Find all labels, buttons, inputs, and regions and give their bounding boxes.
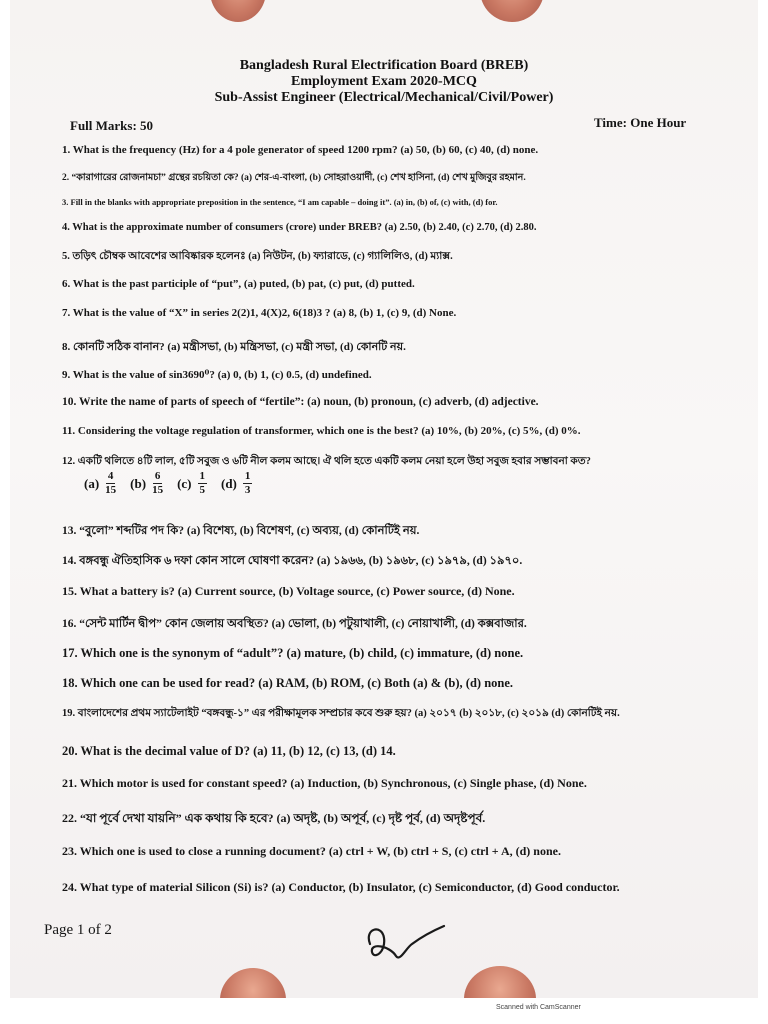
q12-option-a (84, 470, 116, 497)
header-line-1: Bangladesh Rural Electrification Board (BREB) (239, 58, 529, 73)
question-6: 6. What is the past participle of “put”, (a) puted, (b) pat, (c) put, (d) putted. (62, 278, 415, 290)
full-marks: Full Marks: 50 (70, 118, 154, 133)
exam-time: Time: One Hour (594, 115, 687, 130)
q12-option-c-denominator: 5 (199, 484, 205, 496)
question-12: 12. একটি থলিতে ৪টি লাল, ৫টি সবুজ ও ৬টি নীল কলম আছে। ঐ থলি হতে একটি কলম নেয়া হলে উহা সবুজ হবার সম্ভাবনা কত? (62, 456, 591, 467)
question-8: 8. কোনটি সঠিক বানান? (a) মন্ত্রীসভা, (b) মন্ত্রিসভা, (c) মন্ত্রী সভা, (d) কোনটি নয়. (62, 341, 406, 353)
finger-bottom-right (464, 966, 536, 998)
question-17: 17. Which one is the synonym of “adult”? (a) mature, (b) child, (c) immature, (d) none. (62, 646, 524, 660)
question-2: 2. “কারাগারের রোজনামচা” গ্রন্থের রচয়িতা কে? (a) শের-এ-বাংলা, (b) সোহরাওয়ার্দী, (c) শেখ হাসিনা, (d) শেখ মুজিবুর রহমান. (62, 173, 526, 183)
q12-option-b-numerator: 6 (154, 470, 161, 482)
q12-option-d (221, 470, 252, 497)
question-21: 21. Which motor is used for constant speed? (a) Induction, (b) Synchronous, (c) Single phase, (d) None. (62, 776, 587, 790)
question-15: 15. What a battery is? (a) Current source, (b) Voltage source, (c) Power source, (d) None. (62, 584, 515, 598)
question-14: 14. বঙ্গবন্ধু ঐতিহাসিক ৬ দফা কোন সালে ঘোষণা করেন? (a) ১৯৬৬, (b) ১৯৬৮, (c) ১৯৭৯, (d) ১৯৭০. (62, 555, 523, 567)
q12-option-c-label: (c) (177, 475, 192, 491)
question-11: 11. Considering the voltage regulation of transformer, which one is the best? (a) 10%, (b) 20%, (c) 5%, (d) 0%. (62, 425, 581, 437)
q12-option-a-fraction (105, 470, 116, 497)
exam-paper (10, 0, 758, 998)
finger-bottom-left (220, 968, 286, 998)
header-line-2: Employment Exam 2020-MCQ (291, 74, 477, 89)
q12-option-b-label: (b) (130, 475, 147, 491)
q12-option-b-fraction (152, 470, 163, 497)
question-7: 7. What is the value of “X” in series 2(2)1, 4(X)2, 6(18)3 ? (a) 8, (b) 1, (c) 9, (d) None. (62, 307, 457, 319)
q12-option-b (130, 470, 163, 497)
question-23: 23. Which one is used to close a running document? (a) ctrl + W, (b) ctrl + S, (c) ctrl + A, (d) none. (62, 844, 561, 858)
q12-option-d-label: (d) (221, 475, 237, 491)
question-4: 4. What is the approximate number of consumers (crore) under BREB? (a) 2.50, (b) 2.40, (c) 2.70, (d) 2.80. (62, 222, 537, 233)
question-20: 20. What is the decimal value of D? (a) 11, (b) 12, (c) 13, (d) 14. (62, 744, 396, 758)
question-12-options (84, 470, 266, 497)
question-3: 3. Fill in the blanks with appropriate preposition in the sentence, “I am capable – doing it”. (a) in, (b) of, (c) with, (d) for. (62, 197, 498, 207)
q12-option-d-denominator: 3 (244, 484, 251, 496)
finger-top-right (480, 0, 544, 22)
question-16: 16. “সেন্ট মার্টিন দ্বীপ” কোন জেলায় অবস্থিত? (a) ভোলা, (b) পটুয়াখালী, (c) নোয়াখালী, (d) কক্সবাজার. (62, 618, 527, 630)
question-10: 10. Write the name of parts of speech of “fertile”: (a) noun, (b) pronoun, (c) adverb, (d) adjective. (62, 396, 539, 408)
question-5: 5. তড়িৎ চৌম্বক আবেশের আবিষ্কারক হলেনঃ (a) নিউটন, (b) ফ্যারাডে, (c) গ্যালিলিও, (d) ম্যাক্স. (62, 251, 453, 262)
question-19: 19. বাংলাদেশের প্রথম স্যাটেলাইট “বঙ্গবন্ধু-১” এর পরীক্ষামূলক সম্প্রচার কবে শুরু হয়? (a) ২০১৭ (b) ২০১৮, (c) ২০১৯ (d) কোনটিই নয়. (62, 708, 620, 719)
q12-option-c-fraction (198, 470, 208, 497)
q12-option-a-denominator: 15 (105, 484, 117, 496)
scanner-watermark: Scanned with CamScanner (496, 1004, 581, 1011)
signature (360, 918, 450, 966)
page-number: Page 1 of 2 (44, 922, 112, 938)
q12-option-d-fraction (243, 470, 253, 497)
q12-option-d-numerator: 1 (244, 470, 251, 482)
question-22: 22. “যা পূর্বে দেখা যায়নি” এক কথায় কি হবে? (a) অদৃষ্ট, (b) অপূর্ব, (c) দৃষ্ট পূর্ব, (d) অদৃষ্টপূর্ব. (62, 811, 486, 825)
question-9: 9. What is the value of sin3690⁰? (a) 0, (b) 1, (c) 0.5, (d) undefined. (62, 369, 372, 381)
question-1: 1. What is the frequency (Hz) for a 4 pole generator of speed 1200 rpm? (a) 50, (b) 60, (c) 40, (d) none. (62, 144, 539, 156)
question-24: 24. What type of material Silicon (Si) is? (a) Conductor, (b) Insulator, (c) Semiconductor, (d) Good conductor. (62, 880, 620, 894)
q12-option-c (177, 470, 207, 497)
q12-option-a-label: (a) (84, 475, 100, 491)
q12-option-a-numerator: 4 (107, 470, 114, 482)
question-13: 13. “বুলো” শব্দটির পদ কি? (a) বিশেষ্য, (b) বিশেষণ, (c) অব্যয়, (d) কোনটিই নয়. (62, 525, 420, 537)
q12-option-c-numerator: 1 (199, 470, 205, 482)
q12-option-b-denominator: 15 (152, 484, 164, 496)
question-18: 18. Which one can be used for read? (a) RAM, (b) ROM, (c) Both (a) & (b), (d) none. (62, 676, 514, 690)
header-line-3: Sub-Assist Engineer (Electrical/Mechanical/Civil/Power) (214, 90, 554, 105)
finger-top-left (210, 0, 266, 22)
